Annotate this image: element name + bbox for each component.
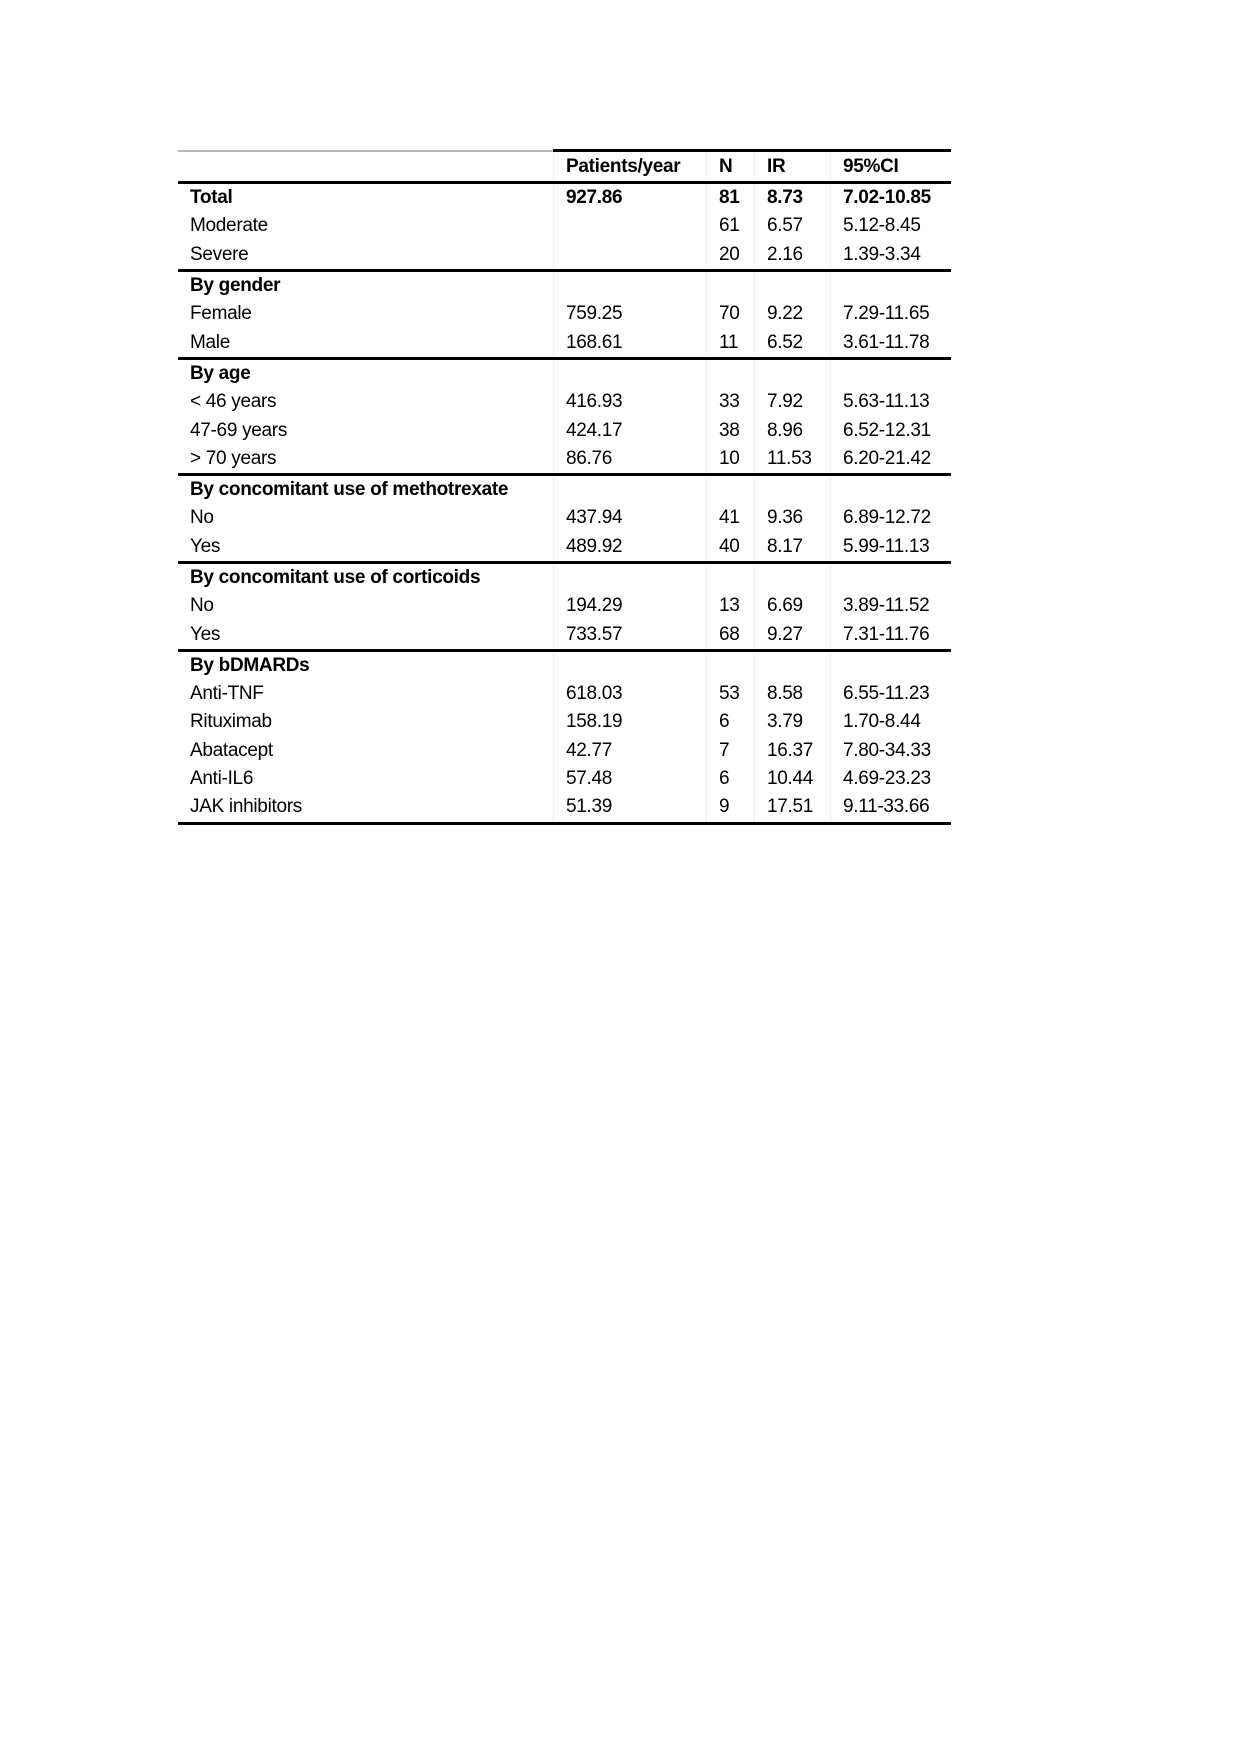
ci-cell: 7.31-11.76	[831, 620, 952, 650]
table-row	[178, 328, 951, 358]
section-header-row	[178, 562, 951, 592]
patients-year-cell: 42.77	[554, 737, 707, 765]
ci-cell: 1.70-8.44	[831, 708, 952, 736]
section-header-row	[178, 474, 951, 504]
section-header-row	[178, 270, 951, 300]
header-n: N	[707, 151, 755, 183]
table-row	[178, 504, 951, 532]
ci-cell: 3.89-11.52	[831, 592, 952, 620]
ci-cell	[831, 562, 952, 592]
ci-cell: 6.52-12.31	[831, 416, 952, 444]
table-row	[178, 533, 951, 563]
patients-year-cell: 194.29	[554, 592, 707, 620]
n-cell: 13	[707, 592, 755, 620]
ir-cell: 3.79	[755, 708, 831, 736]
ci-cell: 3.61-11.78	[831, 328, 952, 358]
section-title: By age	[190, 362, 251, 384]
n-cell: 10	[707, 445, 755, 475]
ir-cell: 6.69	[755, 592, 831, 620]
section-title: By concomitant use of methotrexate	[190, 479, 509, 501]
ir-cell	[755, 474, 831, 504]
n-cell: 41	[707, 504, 755, 532]
ir-cell: 11.53	[755, 445, 831, 475]
n-cell: 6	[707, 765, 755, 793]
ir-cell: 6.57	[755, 212, 831, 240]
section-header-row	[178, 358, 951, 388]
row-label: Male	[178, 328, 554, 358]
ci-cell: 9.11-33.66	[831, 793, 952, 823]
ir-cell: 8.17	[755, 533, 831, 563]
section-title: By bDMARDs	[190, 654, 310, 676]
patients-year-cell: 86.76	[554, 445, 707, 475]
row-label: Yes	[178, 620, 554, 650]
ir-cell: 6.52	[755, 328, 831, 358]
ir-cell: 2.16	[755, 241, 831, 271]
n-cell: 33	[707, 388, 755, 416]
n-cell: 7	[707, 737, 755, 765]
table-row	[178, 708, 951, 736]
table-row	[178, 620, 951, 650]
table-header-row	[178, 151, 951, 183]
n-cell: 20	[707, 241, 755, 271]
table-row	[178, 300, 951, 328]
n-cell: 38	[707, 416, 755, 444]
section-title: By concomitant use of corticoids	[190, 567, 481, 588]
patients-year-cell	[554, 241, 707, 271]
patients-year-cell	[554, 650, 707, 680]
patients-year-cell: 489.92	[554, 533, 707, 563]
row-label: Abatacept	[190, 739, 273, 761]
ir-cell: 7.92	[755, 388, 831, 416]
ci-cell	[831, 650, 952, 680]
ir-cell: 9.27	[755, 620, 831, 650]
ci-cell	[831, 358, 952, 388]
row-label: > 70 years	[178, 445, 554, 475]
n-cell: 40	[707, 533, 755, 563]
ir-cell: 9.22	[755, 300, 831, 328]
patients-year-cell: 168.61	[554, 328, 707, 358]
table-row	[178, 737, 951, 765]
row-label: 47-69 years	[190, 419, 288, 441]
row-label: Rituximab	[190, 711, 272, 733]
ci-cell: 6.55-11.23	[831, 680, 952, 708]
ci-cell: 5.99-11.13	[831, 533, 952, 563]
ir-cell: 10.44	[755, 765, 831, 793]
ci-cell	[831, 474, 952, 504]
row-label: Yes	[178, 533, 554, 563]
table-row	[178, 212, 951, 240]
n-cell	[707, 270, 755, 300]
incidence-table	[178, 149, 951, 825]
n-cell: 53	[707, 680, 755, 708]
table-row	[178, 592, 951, 620]
section-header-row	[178, 183, 951, 213]
ir-cell	[755, 358, 831, 388]
n-cell	[707, 474, 755, 504]
table-row	[178, 388, 951, 416]
ir-cell: 8.96	[755, 416, 831, 444]
ci-cell: 5.63-11.13	[831, 388, 952, 416]
row-label: No	[190, 595, 214, 617]
header-ir: IR	[755, 151, 831, 183]
section-title: By gender	[190, 275, 281, 297]
patients-year-cell: 733.57	[554, 620, 707, 650]
ir-cell	[755, 270, 831, 300]
patients-year-cell	[554, 270, 707, 300]
patients-year-cell	[554, 358, 707, 388]
n-cell: 61	[707, 212, 755, 240]
n-cell: 68	[707, 620, 755, 650]
patients-year-cell: 416.93	[554, 388, 707, 416]
row-label: Female	[190, 303, 252, 325]
ir-cell: 17.51	[755, 793, 831, 823]
header-label	[178, 151, 554, 183]
row-label: Moderate	[190, 215, 268, 237]
row-label: JAK inhibitors	[178, 793, 554, 823]
table-row	[178, 793, 951, 823]
ir-cell: 8.73	[755, 183, 831, 213]
ci-cell	[831, 270, 952, 300]
patients-year-cell	[554, 474, 707, 504]
patients-year-cell: 424.17	[554, 416, 707, 444]
row-label: < 46 years	[190, 391, 277, 413]
header-patients-year: Patients/year	[554, 151, 707, 183]
ir-cell: 9.36	[755, 504, 831, 532]
ci-cell: 4.69-23.23	[831, 765, 952, 793]
ci-cell: 7.29-11.65	[831, 300, 952, 328]
n-cell: 9	[707, 793, 755, 823]
patients-year-cell: 437.94	[554, 504, 707, 532]
n-cell	[707, 562, 755, 592]
patients-year-cell: 57.48	[554, 765, 707, 793]
n-cell	[707, 650, 755, 680]
header-ci: 95%CI	[831, 151, 952, 183]
patients-year-cell	[554, 212, 707, 240]
ir-cell	[755, 562, 831, 592]
ir-cell: 16.37	[755, 737, 831, 765]
table-row	[178, 445, 951, 475]
ci-cell: 1.39-3.34	[831, 241, 952, 271]
ir-cell	[755, 650, 831, 680]
table-row	[178, 680, 951, 708]
table-row	[178, 765, 951, 793]
ci-cell: 5.12-8.45	[831, 212, 952, 240]
n-cell: 11	[707, 328, 755, 358]
patients-year-cell: 759.25	[554, 300, 707, 328]
patients-year-cell: 158.19	[554, 708, 707, 736]
row-label: Anti-IL6	[190, 768, 254, 790]
n-cell: 6	[707, 708, 755, 736]
n-cell	[707, 358, 755, 388]
section-header-row	[178, 650, 951, 680]
ci-cell: 6.20-21.42	[831, 445, 952, 475]
table-row	[178, 416, 951, 444]
ci-cell: 7.80-34.33	[831, 737, 952, 765]
row-label: No	[190, 507, 214, 529]
n-cell: 81	[707, 183, 755, 213]
patients-year-cell: 51.39	[554, 793, 707, 823]
table-row	[178, 241, 951, 271]
ir-cell: 8.58	[755, 680, 831, 708]
patients-year-cell: 618.03	[554, 680, 707, 708]
ci-cell: 6.89-12.72	[831, 504, 952, 532]
section-title: Total	[190, 187, 233, 209]
patients-year-cell: 927.86	[554, 183, 707, 213]
row-label: Severe	[178, 241, 554, 271]
row-label: Anti-TNF	[190, 683, 264, 705]
patients-year-cell	[554, 562, 707, 592]
n-cell: 70	[707, 300, 755, 328]
ci-cell: 7.02-10.85	[831, 183, 952, 213]
